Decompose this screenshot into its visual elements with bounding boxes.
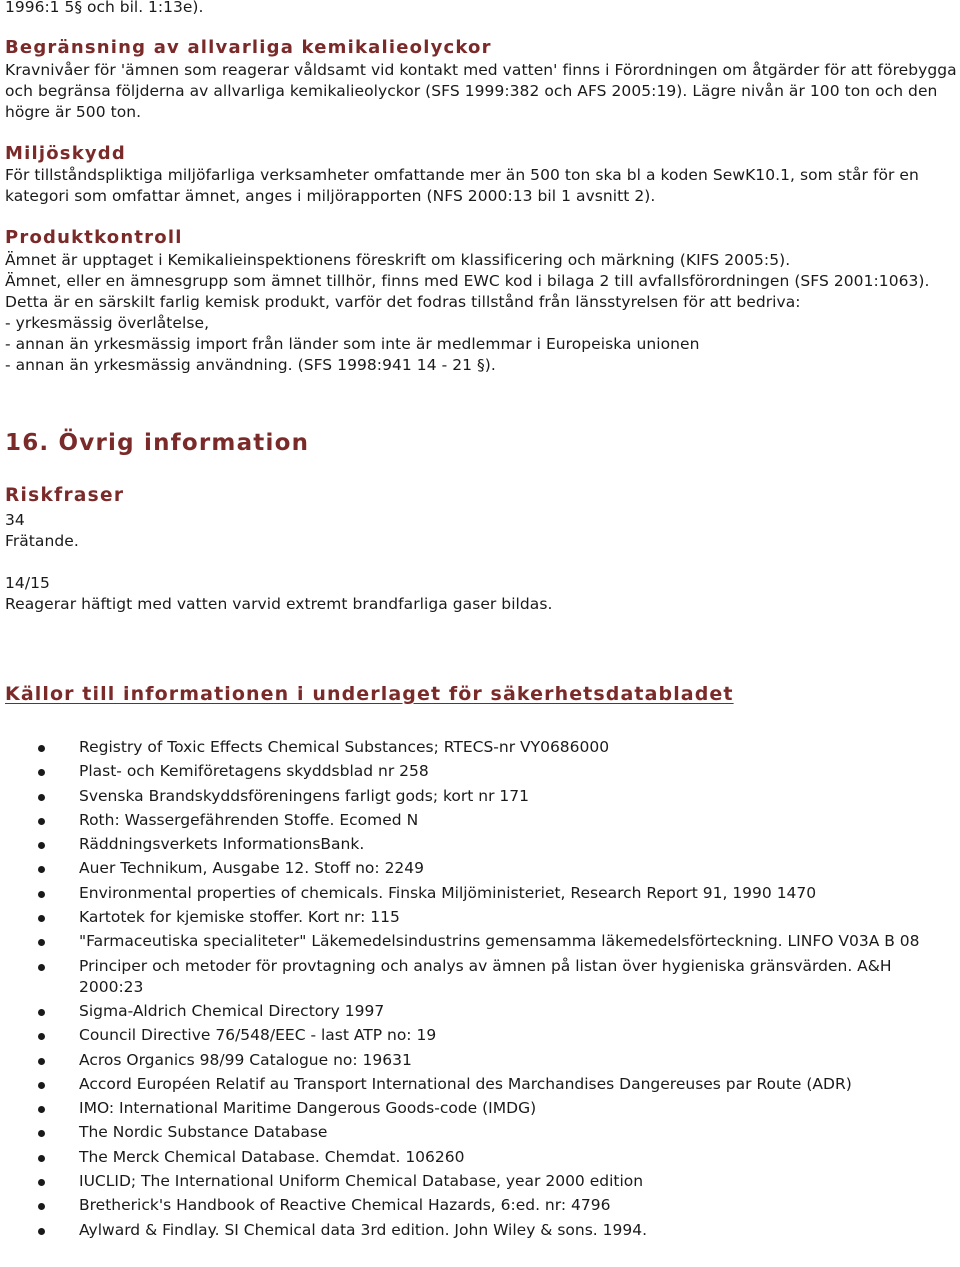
risk-code-1: 34 (5, 511, 25, 529)
bullet-icon (38, 1033, 45, 1040)
bullet-icon (38, 745, 45, 752)
heading-sources: Källor till informationen i underlaget för säkerhetsdatabladet (5, 683, 734, 705)
source-text: IUCLID; The International Uniform Chemical Database, year 2000 edition (79, 1172, 644, 1191)
bullet-icon (38, 842, 45, 849)
source-list-item (5, 1147, 957, 1168)
heading-hazard: Begränsning av allvarliga kemikalieolyckor (5, 37, 492, 58)
bullet-icon (38, 891, 45, 898)
source-list-item (5, 737, 957, 758)
source-list-item (5, 1074, 957, 1095)
source-list-item (5, 1050, 957, 1071)
continuation-line: 1996:1 5§ och bil. 1:13e). (5, 0, 204, 16)
source-list (5, 737, 957, 1244)
heading-environment: Miljöskydd (5, 143, 126, 164)
product-line-3: Detta är en särskilt farlig kemisk produkt, varför det fodras tillstånd från länsstyrelsen för att bedriva: (5, 293, 801, 311)
source-text: Council Directive 76/548/EEC - last ATP no: 19 (79, 1026, 437, 1045)
source-list-item (5, 761, 957, 782)
source-text: Bretherick's Handbook of Reactive Chemical Hazards, 6:ed. nr: 4796 (79, 1196, 611, 1215)
bullet-icon (38, 818, 45, 825)
bullet-icon (38, 794, 45, 801)
bullet-icon (38, 769, 45, 776)
bullet-icon (38, 1082, 45, 1089)
heading-section-16: 16. Övrig information (5, 430, 310, 456)
source-text: Environmental properties of chemicals. Finska Miljöministeriet, Research Report 91, 1990 1470 (79, 883, 817, 902)
source-list-item (5, 1025, 957, 1046)
product-line-2: Ämnet, eller en ämnesgrupp som ämnet tillhör, finns med EWC kod i bilaga 2 till avfallsförordningen (SFS 2001:1063). (5, 272, 930, 290)
risk-text-1: Frätande. (5, 532, 79, 550)
risk-code-2: 14/15 (5, 574, 50, 592)
source-text: Kartotek for kjemiske stoffer. Kort nr: 115 (79, 908, 400, 927)
bullet-icon (38, 1130, 45, 1137)
bullet-icon (38, 1155, 45, 1162)
source-list-item (5, 931, 957, 952)
source-list-item (5, 1171, 957, 1192)
source-text: Plast- och Kemiföretagens skyddsblad nr 258 (79, 762, 429, 781)
source-text: Accord Européen Relatif au Transport International des Marchandises Dangereuses par Route (ADR) (79, 1074, 852, 1093)
source-list-item (5, 858, 957, 879)
source-list-item (5, 1001, 957, 1022)
source-text: Auer Technikum, Ausgabe 12. Stoff no: 2249 (79, 859, 425, 878)
source-list-item (5, 1098, 957, 1119)
bullet-icon (38, 1228, 45, 1235)
bullet-icon (38, 866, 45, 873)
bullet-icon (38, 1179, 45, 1186)
source-text: "Farmaceutiska specialiteter" Läkemedelsindustrins gemensamma läkemedelsförteckning. LINFO V03A B 08 (79, 932, 920, 951)
product-line-5: - annan än yrkesmässig import från länder som inte är medlemmar i Europeiska unionen (5, 335, 700, 353)
source-text: Roth: Wassergefährenden Stoffe. Ecomed N (79, 810, 419, 829)
hazard-text: Kravnivåer för 'ämnen som reagerar våldsamt vid kontakt med vatten' finns i Förordningen om åtgärder för att förebygga och begränsa följderna av allvarliga kemikalieolyckor (SFS 1999:382 och AFS 2005:19). Lägre nivån är 100 ton och den högre är 500 ton. (5, 61, 957, 121)
source-list-item (5, 883, 957, 904)
source-list-item (5, 1122, 957, 1143)
source-text: Registry of Toxic Effects Chemical Substances; RTECS-nr VY0686000 (79, 738, 610, 756)
source-text: Sigma-Aldrich Chemical Directory 1997 (79, 1001, 385, 1020)
source-text: Aylward & Findlay. SI Chemical data 3rd edition. John Wiley & sons. 1994. (79, 1220, 647, 1239)
bullet-icon (38, 915, 45, 922)
environment-text: För tillståndspliktiga miljöfarliga verksamheter omfattande mer än 500 ton ska bl a koden SewK10.1, som står för en kategori som omfattar ämnet, anges i miljörapporten (NFS 2000:13 bil 1 avsnitt 2). (5, 166, 919, 205)
source-text: The Merck Chemical Database. Chemdat. 106260 (79, 1147, 465, 1166)
product-control-block (5, 250, 957, 376)
bullet-icon (38, 1106, 45, 1113)
product-line-1: Ämnet är upptaget i Kemikalieinspektionens föreskrift om klassificering och märkning (KIFS 2005:5). (5, 251, 791, 269)
product-line-6: - annan än yrkesmässig användning. (SFS 1998:941 14 - 21 §). (5, 356, 496, 374)
heading-product-control: Produktkontroll (5, 227, 183, 248)
risk-text-2: Reagerar häftigt med vatten varvid extremt brandfarliga gaser bildas. (5, 595, 553, 613)
source-list-item (5, 956, 957, 998)
source-list-item (5, 907, 957, 928)
source-list-item (5, 1195, 957, 1216)
source-text: IMO: International Maritime Dangerous Goods-code (IMDG) (79, 1099, 537, 1118)
source-list-item (5, 786, 957, 807)
bullet-icon (38, 939, 45, 946)
source-text: Principer och metoder för provtagning och analys av ämnen på listan över hygieniska gränsvärden. A&H 2000:23 (79, 956, 892, 996)
source-text: The Nordic Substance Database (79, 1123, 328, 1142)
product-line-4: - yrkesmässig överlåtelse, (5, 314, 210, 332)
bullet-icon (38, 1009, 45, 1016)
source-text: Räddningsverkets InformationsBank. (79, 835, 365, 854)
bullet-icon (38, 1203, 45, 1210)
source-list-item (5, 810, 957, 831)
bullet-icon (38, 1058, 45, 1065)
source-text: Svenska Brandskyddsföreningens farligt gods; kort nr 171 (79, 786, 529, 805)
source-list-item (5, 834, 957, 855)
source-list-item (5, 1220, 957, 1241)
source-text: Acros Organics 98/99 Catalogue no: 19631 (79, 1050, 412, 1069)
heading-risk-phrases: Riskfraser (5, 485, 125, 506)
bullet-icon (38, 964, 45, 971)
